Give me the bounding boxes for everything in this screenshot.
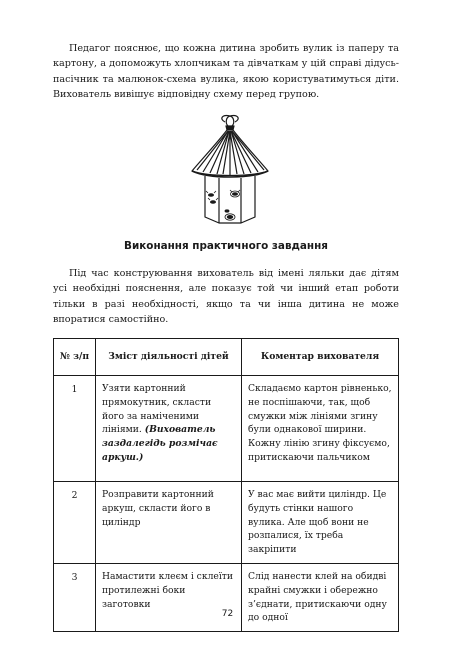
activity-text: Узяти картонний прямокутник, скласти його за наміченими лініями. xyxy=(102,383,212,436)
row-activity xyxy=(96,376,242,482)
header-activity: Зміст діяльності дітей xyxy=(96,339,242,376)
row-number: 3 xyxy=(54,563,96,631)
row-comment: У вас має вийти циліндр. Це будуть стінки нашого вулика. Але щоб вони не розпалися, їх треба закріпити xyxy=(242,482,399,564)
table-header-row xyxy=(54,339,399,376)
row-comment: Слід нанести клей на обидві крайні смужки і обережно з’єднати, притискаючи одну до одної xyxy=(242,563,399,631)
table-row xyxy=(54,482,399,564)
row-number: 1 xyxy=(54,376,96,482)
activity-text: Намастити клеєм і склеїти протилежні боки заготовки xyxy=(102,570,233,610)
activity-note: (Вихователь заздалегідь розмічає аркуш.) xyxy=(102,424,218,463)
header-comment: Коментар вихователя xyxy=(242,339,399,376)
table-row xyxy=(54,563,399,631)
header-number: № з/п xyxy=(54,339,96,376)
activity-text: Розправити картонний аркуш, скласти його в циліндр xyxy=(102,489,214,528)
row-comment: Складаємо картон рівненько, не поспішаючи, так, щоб смужки між лініями згину були однакової ширини. Кожну лінію згину фіксуємо, притискаючи пальчиком xyxy=(242,376,399,482)
intro-paragraph: Педагог пояснює, що кожна дитина зробить вулик із паперу та картону, а допоможуть хлопчикам та дівчаткам у цій справі дідусь-пасічник та малюнок-схема вулика, якою користуватимуться діти. Вихователь вивішує відповідну схему перед групою. xyxy=(53,43,399,100)
row-activity xyxy=(96,482,242,564)
section-heading: Виконання практичного завдання xyxy=(124,240,328,252)
page-number: 72 xyxy=(221,609,234,619)
activity-table xyxy=(53,338,399,632)
table-row xyxy=(54,376,399,482)
row-activity xyxy=(96,563,242,631)
body-paragraph: Під час конструювання вихователь від імені ляльки дає дітям усі необхідні пояснення, але показує той чи інший етап роботи тільки в разі необхідності, якщо та чи інша дитина не може впоратися самостійно. xyxy=(53,268,399,325)
beehive-icon xyxy=(189,113,271,225)
row-number: 2 xyxy=(54,482,96,564)
